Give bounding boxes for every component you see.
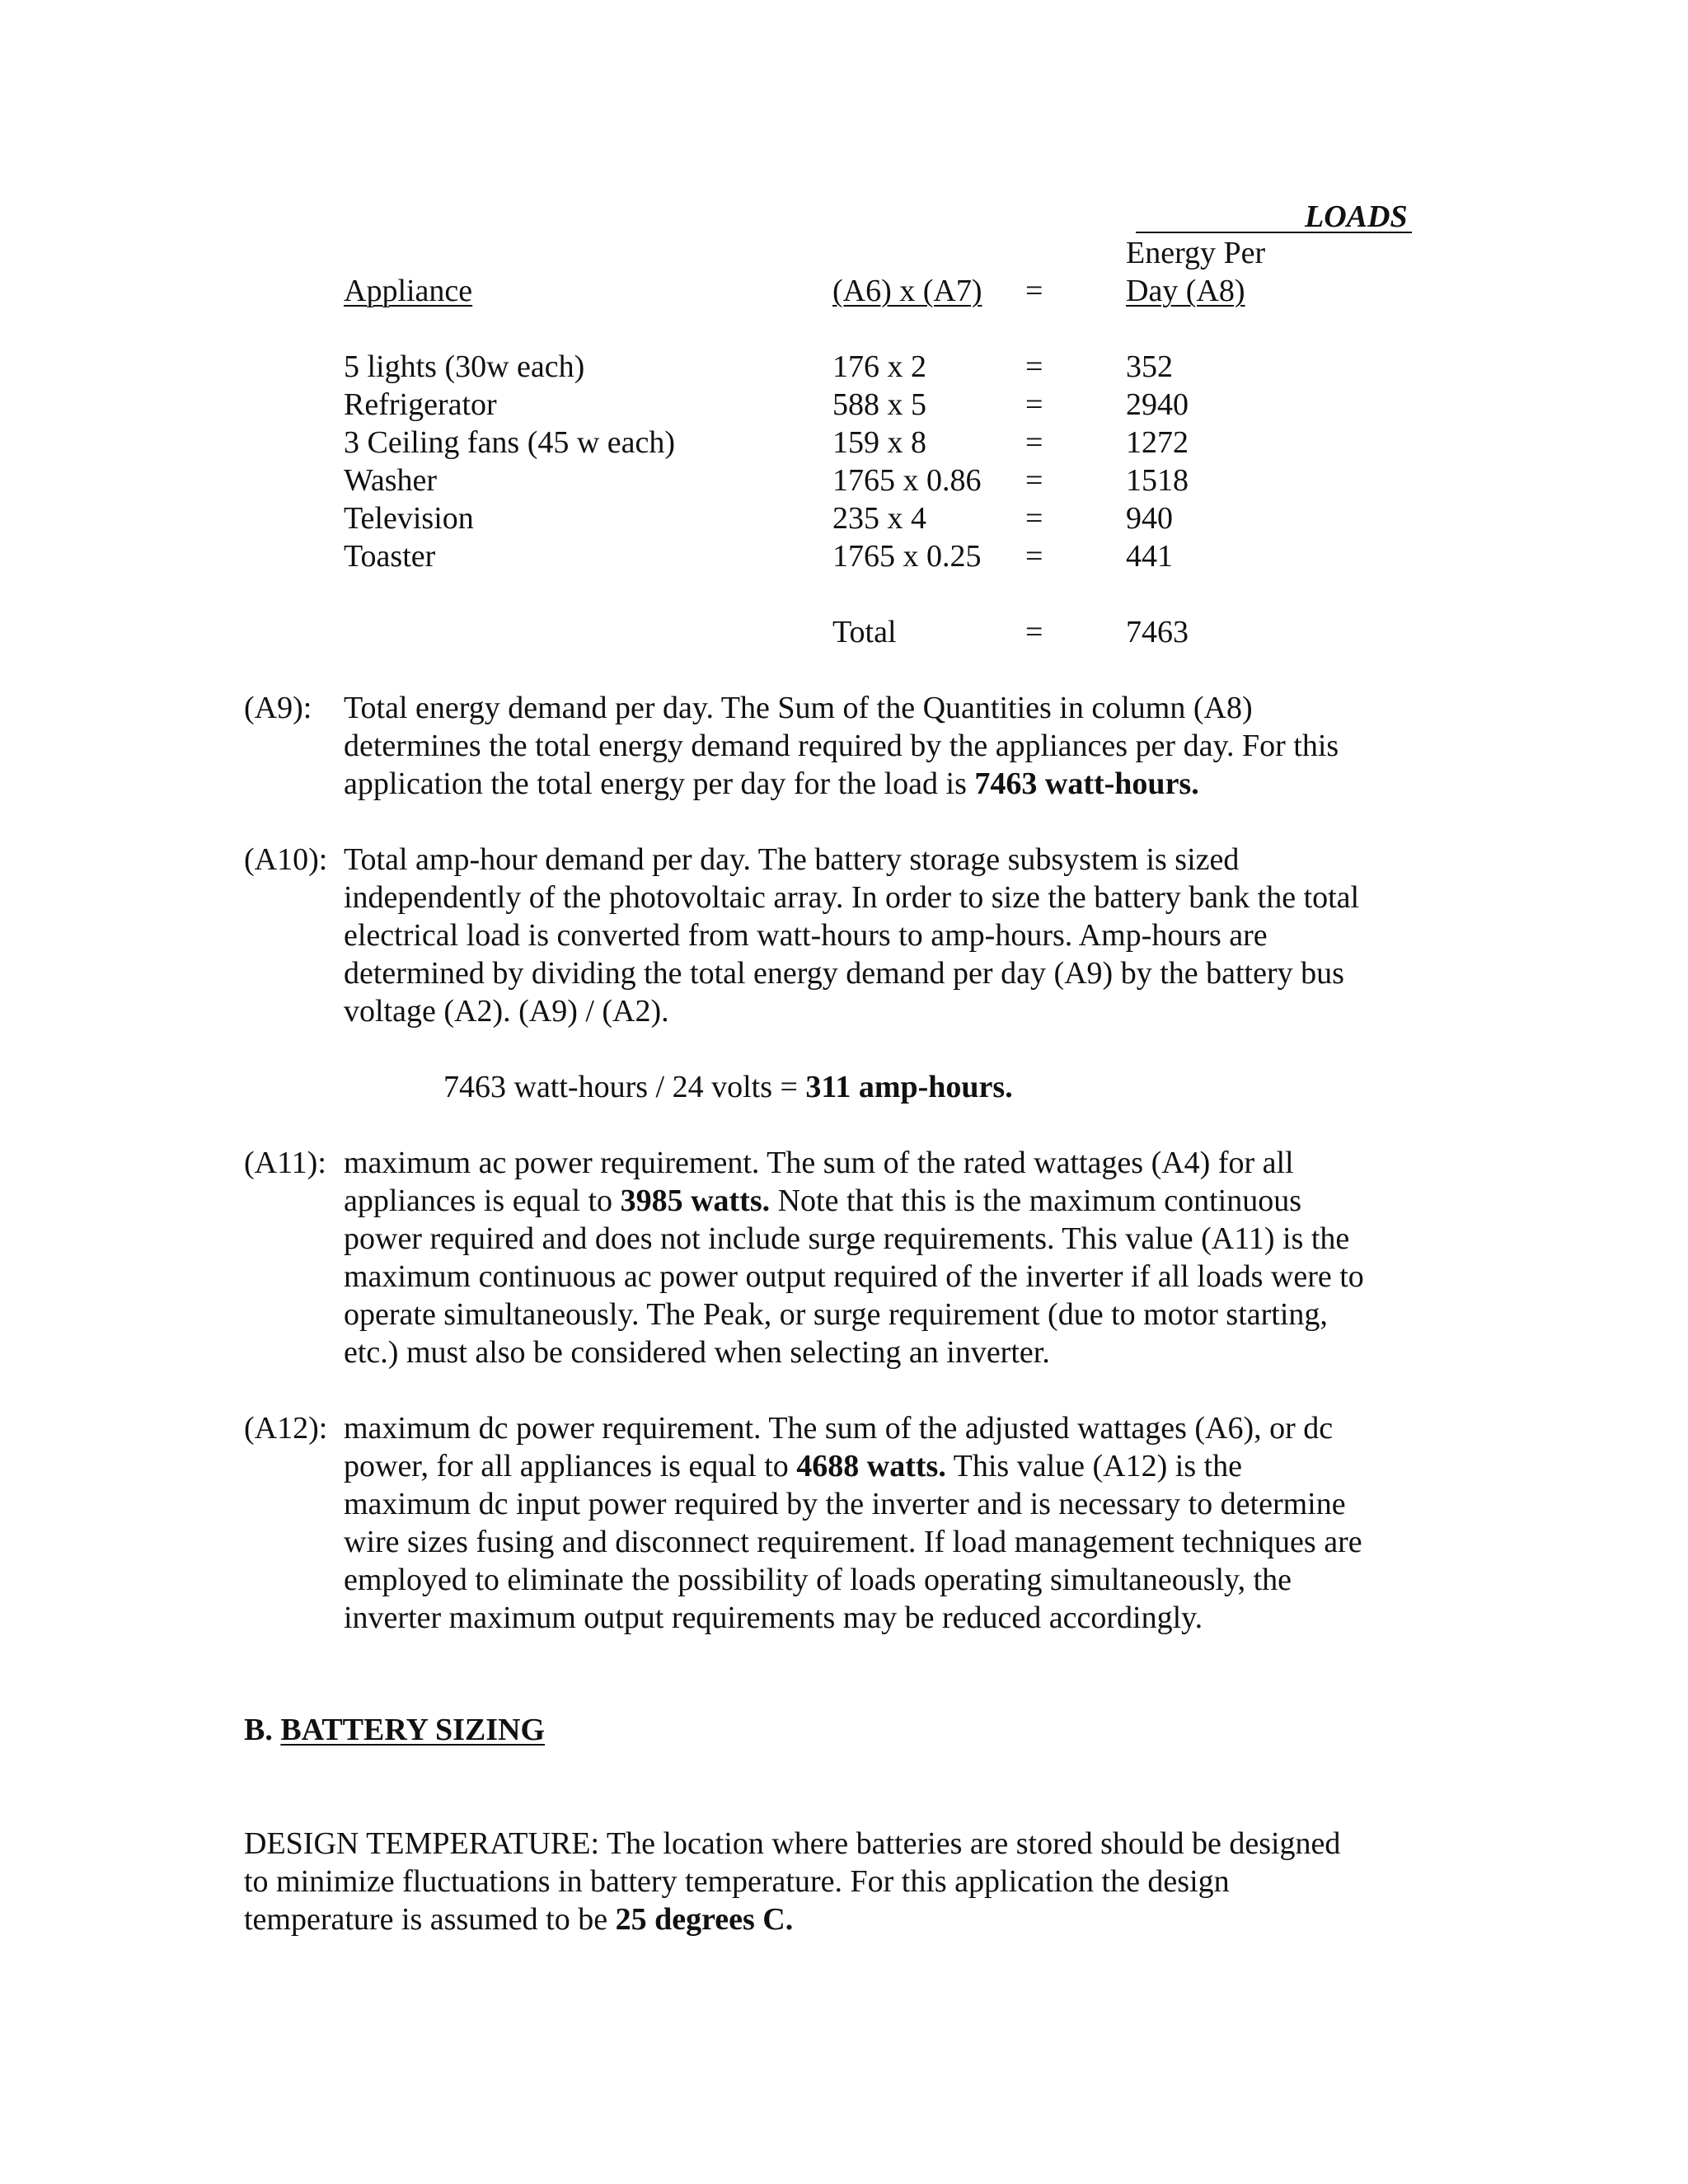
a12-text-before: maximum dc power requirement. The sum of the adjusted wattages (A6), or dc power, for all appliances is equal to (344, 1411, 1334, 1483)
energy-header-line1: Energy Per (1126, 236, 1266, 270)
equals-header: = (1025, 274, 1043, 308)
appliance-cell: Refrigerator (344, 387, 497, 422)
appliance-cell: Television (344, 501, 474, 536)
energy-cell: 1518 (1126, 463, 1189, 498)
design-temperature-value: 25 degrees C. (615, 1902, 794, 1937)
a12-watts: 4688 watts. (796, 1449, 946, 1483)
design-temperature-paragraph (244, 1825, 1439, 1938)
equals-cell: = (1025, 539, 1043, 574)
energy-cell: 1272 (1126, 425, 1189, 460)
a12-paragraph (344, 1409, 1440, 1637)
section-b-prefix: B. (244, 1713, 281, 1747)
a10-paragraph: Total amp-hour demand per day. The battery storage subsystem is sized independently of the photovoltaic array. In order to size the battery bank the total electrical load is converted from watt-hours to amp-hours. Amp-hours are determined by dividing the total energy demand per day (A9) by the battery bus voltage (A2). (A9) / (A2). (344, 842, 1360, 1029)
appliance-header: Appliance (344, 274, 473, 308)
a12-text-after: This value (A12) is the maximum dc input power required by the inverter and is necessary to determine wire sizes fusing and disconnect requirement. If load management techniques are employed to eliminate the possibility of loads operating simultaneously, the inverter maximum output requirements may be reduced accordingly. (344, 1449, 1362, 1635)
section-b-title: BATTERY SIZING (280, 1713, 546, 1747)
a9-total-energy: 7463 watt-hours. (974, 766, 1199, 801)
a11-paragraph (344, 1144, 1440, 1371)
equals-cell: = (1025, 349, 1043, 384)
formula-cell: 1765 x 0.25 (832, 539, 982, 574)
formula-cell: 176 x 2 (832, 349, 926, 384)
section-b-heading (244, 1711, 545, 1749)
a11-label: (A11): (244, 1146, 326, 1180)
energy-cell: 940 (1126, 501, 1173, 536)
energy-cell: 441 (1126, 539, 1173, 574)
energy-header-line2: Day (A8) (1126, 274, 1245, 308)
a9-text: Total energy demand per day. The Sum of the Quantities in column (A8) determines the total energy demand required by the appliances per day. For this application the total energy per day for the load is (344, 691, 1339, 801)
formula-cell: 1765 x 0.86 (832, 463, 982, 498)
a10-equation (443, 1068, 1013, 1106)
a9-paragraph (344, 689, 1440, 803)
loads-heading: LOADS (1305, 199, 1408, 234)
formula-header: (A6) x (A7) (832, 274, 982, 308)
a10-equation-text: 7463 watt-hours / 24 volts = (443, 1070, 806, 1104)
total-label: Total (832, 615, 897, 649)
total-equals: = (1025, 615, 1043, 649)
equals-cell: = (1025, 501, 1043, 536)
appliance-cell: 3 Ceiling fans (45 w each) (344, 425, 676, 460)
design-temperature-text: DESIGN TEMPERATURE: The location where batteries are stored should be designed to minimize fluctuations in battery temperature. For this application the design temperature is assumed to be (244, 1826, 1341, 1937)
equals-cell: = (1025, 387, 1043, 422)
equals-cell: = (1025, 463, 1043, 498)
appliance-cell: 5 lights (30w each) (344, 349, 585, 384)
a11-text-before: maximum ac power requirement. The sum of the rated wattages (A4) for all appliances is equal to (344, 1146, 1294, 1218)
formula-cell: 159 x 8 (832, 425, 926, 460)
a9-label: (A9): (244, 691, 312, 725)
appliance-cell: Washer (344, 463, 437, 498)
energy-cell: 352 (1126, 349, 1173, 384)
energy-cell: 2940 (1126, 387, 1189, 422)
formula-cell: 235 x 4 (832, 501, 926, 536)
a11-watts: 3985 watts. (620, 1183, 771, 1218)
total-value: 7463 (1126, 615, 1189, 649)
a12-label: (A12): (244, 1411, 328, 1446)
equals-cell: = (1025, 425, 1043, 460)
a10-amp-hours: 311 amp-hours. (805, 1070, 1013, 1104)
a11-text-after: Note that this is the maximum continuous power required and does not include surge requirements. This value (A11) is the maximum continuous ac power output required of the inverter if all loads were to operate simultaneously. The Peak, or surge requirement (due to motor starting, etc.) must also be considered when selecting an inverter. (344, 1183, 1364, 1370)
formula-cell: 588 x 5 (832, 387, 926, 422)
appliance-cell: Toaster (344, 539, 436, 574)
a10-label: (A10): (244, 842, 328, 877)
